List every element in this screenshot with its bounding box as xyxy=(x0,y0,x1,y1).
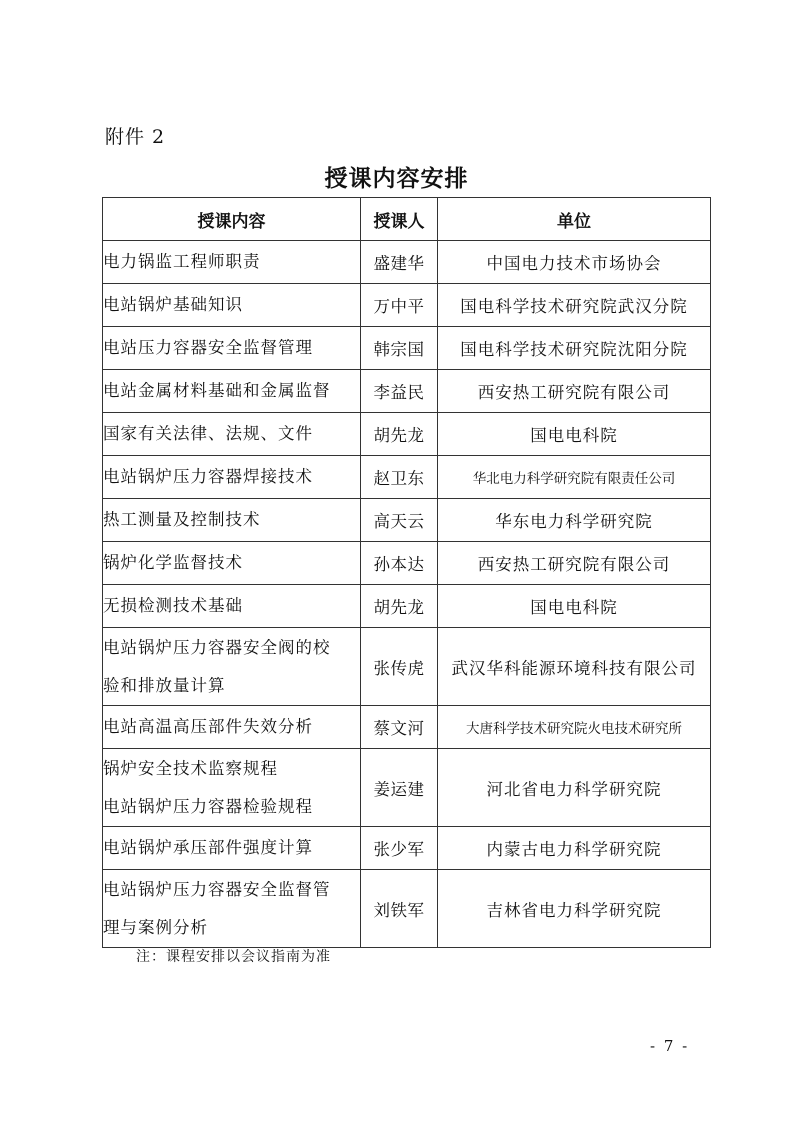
page-title: 授课内容安排 xyxy=(324,166,469,192)
course-content xyxy=(103,413,361,456)
unit: 华东电力科学研究院 xyxy=(438,499,711,542)
course-content xyxy=(103,327,361,370)
unit: 国电电科院 xyxy=(438,585,711,628)
table-row xyxy=(103,870,711,948)
header-content: 授课内容 xyxy=(103,198,361,241)
course-content-line: 电站锅炉基础知识 xyxy=(103,295,243,314)
header-unit: 单位 xyxy=(438,198,711,241)
table-row xyxy=(103,499,711,542)
unit: 华北电力科学研究院有限责任公司 xyxy=(438,456,711,499)
table-row xyxy=(103,413,711,456)
table-row xyxy=(103,284,711,327)
lecturer: 赵卫东 xyxy=(361,456,438,499)
course-content-line: 电站锅炉压力容器检验规程 xyxy=(103,796,313,816)
course-content xyxy=(103,870,361,948)
table-row xyxy=(103,706,711,749)
lecturer: 韩宗国 xyxy=(361,327,438,370)
unit: 吉林省电力科学研究院 xyxy=(438,870,711,948)
lecturer: 姜运建 xyxy=(361,749,438,827)
course-content-line: 锅炉安全技术监察规程 xyxy=(103,758,278,778)
table-row xyxy=(103,370,711,413)
course-content xyxy=(103,628,361,706)
footnote: 注：课程安排以会议指南为准 xyxy=(136,949,331,965)
unit: 西安热工研究院有限公司 xyxy=(438,370,711,413)
lecturer: 刘铁军 xyxy=(361,870,438,948)
lecturer: 孙本达 xyxy=(361,542,438,585)
table-row xyxy=(103,628,711,706)
course-content-line: 电站锅炉压力容器焊接技术 xyxy=(103,467,313,486)
lecturer: 盛建华 xyxy=(361,241,438,284)
lecturer: 李益民 xyxy=(361,370,438,413)
course-content xyxy=(103,456,361,499)
unit: 国电电科院 xyxy=(438,413,711,456)
course-content xyxy=(103,284,361,327)
attachment-label: 附件 2 xyxy=(105,126,166,148)
unit: 国电科学技术研究院武汉分院 xyxy=(438,284,711,327)
table-row xyxy=(103,749,711,827)
course-content-line: 电站锅炉压力容器安全监督管 xyxy=(103,879,331,899)
course-content xyxy=(103,827,361,870)
unit: 国电科学技术研究院沈阳分院 xyxy=(438,327,711,370)
lecturer: 胡先龙 xyxy=(361,585,438,628)
table-header-row xyxy=(103,198,711,241)
course-content-line: 电站锅炉承压部件强度计算 xyxy=(103,838,313,857)
course-content-line: 验和排放量计算 xyxy=(103,675,226,695)
lecturer: 张传虎 xyxy=(361,628,438,706)
unit: 武汉华科能源环境科技有限公司 xyxy=(438,628,711,706)
course-content-line: 电站高温高压部件失效分析 xyxy=(103,717,313,736)
unit: 西安热工研究院有限公司 xyxy=(438,542,711,585)
table-row xyxy=(103,241,711,284)
unit: 内蒙古电力科学研究院 xyxy=(438,827,711,870)
schedule-table xyxy=(102,197,711,948)
course-content xyxy=(103,706,361,749)
table-row xyxy=(103,542,711,585)
course-content xyxy=(103,749,361,827)
course-content-line: 锅炉化学监督技术 xyxy=(103,553,243,572)
page-number: - 7 - xyxy=(650,1037,690,1055)
course-content-line: 电力锅监工程师职责 xyxy=(103,252,261,271)
course-content-line: 电站金属材料基础和金属监督 xyxy=(103,381,331,400)
lecturer: 胡先龙 xyxy=(361,413,438,456)
table-row xyxy=(103,456,711,499)
course-content xyxy=(103,370,361,413)
course-content xyxy=(103,585,361,628)
lecturer: 万中平 xyxy=(361,284,438,327)
unit: 大唐科学技术研究院火电技术研究所 xyxy=(438,706,711,749)
course-content-line: 热工测量及控制技术 xyxy=(103,510,261,529)
course-content-line: 电站锅炉压力容器安全阀的校 xyxy=(103,637,331,657)
lecturer: 张少军 xyxy=(361,827,438,870)
course-content-line: 电站压力容器安全监督管理 xyxy=(103,338,313,357)
lecturer: 蔡文河 xyxy=(361,706,438,749)
header-lecturer: 授课人 xyxy=(361,198,438,241)
unit: 中国电力技术市场协会 xyxy=(438,241,711,284)
unit: 河北省电力科学研究院 xyxy=(438,749,711,827)
course-content xyxy=(103,499,361,542)
course-content xyxy=(103,241,361,284)
table-row xyxy=(103,327,711,370)
course-content-line: 国家有关法律、法规、文件 xyxy=(103,424,313,443)
table-row xyxy=(103,585,711,628)
lecturer: 高天云 xyxy=(361,499,438,542)
table-row xyxy=(103,827,711,870)
course-content xyxy=(103,542,361,585)
course-content-line: 无损检测技术基础 xyxy=(103,596,243,615)
course-content-line: 理与案例分析 xyxy=(103,917,208,937)
